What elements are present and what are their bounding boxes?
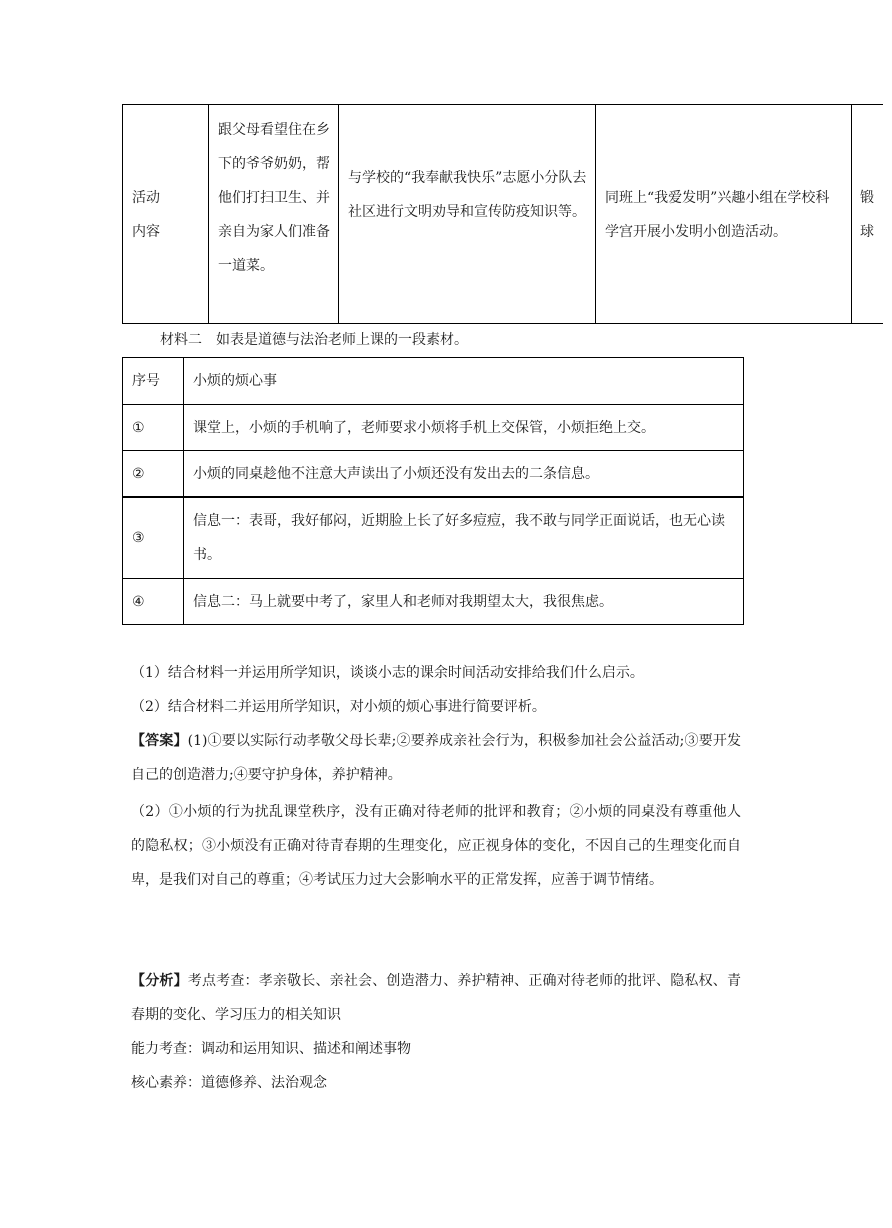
activity-cell-4-text: 锻 球	[860, 190, 874, 240]
table-row	[123, 497, 744, 579]
answer-label: 【答案】	[131, 733, 188, 749]
row-text: 课堂上，小烦的手机响了，老师要求小烦将手机上交保管，小烦拒绝上交。	[184, 405, 744, 451]
row-text: 小烦的同桌趁他不注意大声读出了小烦还没有发出去的二条信息。	[184, 451, 744, 498]
activity-cell-2-text: 与学校的“我奉献我快乐”志愿小分队去社区进行文明劝导和宣传防疫知识等。	[348, 170, 587, 220]
ability-line: 能力考查：调动和运用知识、描述和阐述事物	[131, 1041, 411, 1057]
activity-cell-3	[596, 105, 852, 323]
row-num: ④	[123, 579, 184, 625]
header-text: 小烦的烦心事	[184, 358, 744, 405]
analysis	[131, 964, 741, 1032]
table-header-row	[123, 358, 744, 405]
activity-cell-3-text: 同班上“我爱发明”兴趣小组在学校科学宫开展小发明小创造活动。	[605, 190, 830, 240]
analysis-text: 考点考查：孝亲敬长、亲社会、创造潜力、养护精神、正确对待老师的批评、隐私权、青春期的变化、学习压力的相关知识	[131, 973, 742, 1023]
row-text: 信息二：马上就要中考了，家里人和老师对我期望太大，我很焦虑。	[184, 579, 744, 625]
literacy-line: 核心素养：道德修养、法治观念	[131, 1075, 327, 1091]
row-text: 信息一：表哥，我好郁闷，近期脸上长了好多痘痘，我不敢与同学正面说话，也无心读书。	[184, 497, 744, 579]
analysis-label: 【分析】	[131, 973, 188, 989]
activity-table	[122, 104, 883, 324]
activity-row-label-cell	[123, 105, 209, 323]
table-row	[123, 451, 744, 498]
material-two-intro: 材料二 如表是道德与法治老师上课的一段素材。	[160, 332, 468, 348]
question-1: （1）结合材料一并运用所学知识，谈谈小志的课余时间活动安排给我们什么启示。	[131, 665, 644, 681]
table-row	[123, 405, 744, 451]
row-num: ②	[123, 451, 184, 498]
answer-part-2: （2）①小烦的行为扰乱课堂秩序，没有正确对待老师的批评和教育；②小烦的同桌没有尊重他人的隐私权；③小烦没有正确对待青春期的生理变化，应正视身体的变化，不因自己的生理变化而自卑，是我们对自己的尊重；④考试压力过大会影响水平的正常发挥，应善于调节情绪。	[131, 804, 741, 888]
activity-cell-2	[339, 105, 596, 323]
answer-part-1-text: (1)①要以实际行动孝敬父母长辈;②要养成亲社会行为，积极参加社会公益活动;③要开发自己的创造潜力;④要守护身体，养护精神。	[131, 733, 742, 783]
row-num: ①	[123, 405, 184, 451]
activity-row-label: 活动 内容	[132, 190, 160, 240]
question-2: （2）结合材料二并运用所学知识，对小烦的烦心事进行简要评析。	[131, 699, 546, 715]
activity-cell-1	[209, 105, 339, 323]
row-num: ③	[123, 497, 184, 579]
activity-cell-1-text: 跟父母看望住在乡下的爷爷奶奶，帮他们打扫卫生、并亲自为家人们准备一道菜。	[218, 122, 330, 274]
answer-part-1	[131, 724, 741, 792]
table-row	[123, 579, 744, 625]
activity-cell-4	[852, 105, 892, 323]
header-num: 序号	[123, 358, 184, 405]
worries-table	[122, 357, 744, 625]
